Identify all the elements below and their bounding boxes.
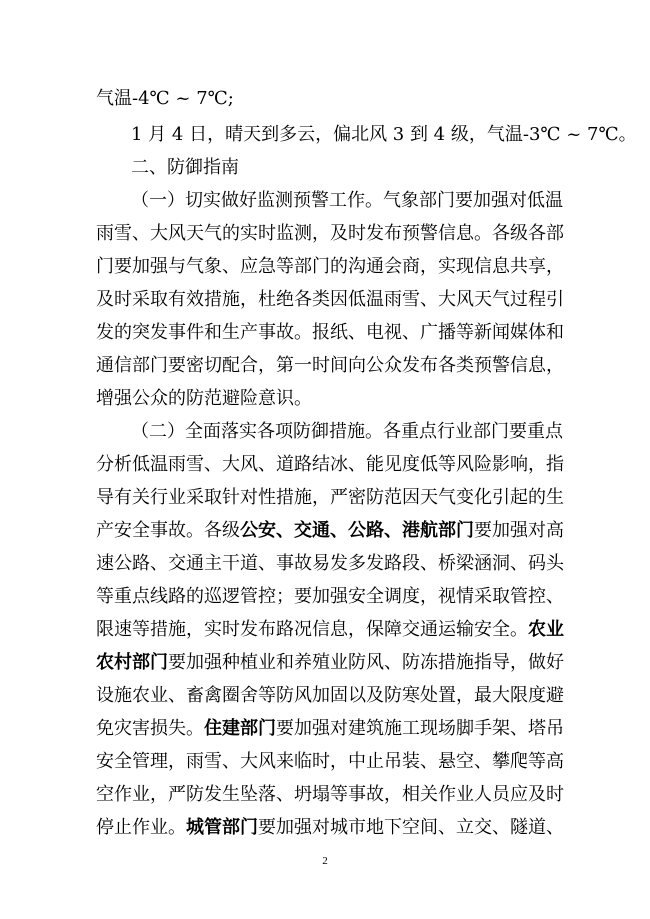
text-line: 通信部门要密切配合，第一时间向公众发布各类预警信息， xyxy=(96,355,564,376)
text-line: 增强公众的防范避险意识。 xyxy=(96,388,312,409)
dept-transport: 交通 xyxy=(294,520,330,541)
text-line: 空作业，严防发生坠落、坍塌等事故，相关作业人员应及时 xyxy=(96,784,564,805)
text-line: 产安全事故。各级公安、交通、公路、港航部门要加强对高 xyxy=(96,520,564,541)
dept-agri: 农业 xyxy=(528,619,564,640)
text: 1 月 4 日，晴天到多云，偏北风 3 到 4 级，气温-3℃ ~ 7℃。 xyxy=(131,124,637,145)
text-line: 及时采取有效措施，杜绝各类因低温雨雪、大风天气过程引 xyxy=(96,289,564,310)
text-line: 农村部门要加强种植业和养殖业防风、防冻措施指导，做好 xyxy=(96,652,564,673)
text-line: 免灾害损失。住建部门要加强对建筑施工现场脚手架、塔吊 xyxy=(96,718,564,739)
paragraph-title: （二）全面落实各项防御措施。 xyxy=(131,421,383,442)
dept-agri-cont: 农村部门 xyxy=(96,652,168,673)
text-line: 发的突发事件和生产事故。报纸、电视、广播等新闻媒体和 xyxy=(96,322,564,343)
section-heading: 二、防御指南 xyxy=(131,157,239,178)
text-line: 停止作业。城管部门要加强对城市地下空间、立交、隧道、 xyxy=(96,817,564,838)
text-line xyxy=(96,86,554,112)
text-line: 速公路、交通主干道、事故易发多发路段、桥梁涵洞、码头 xyxy=(96,553,564,574)
text-line: 雨雪、大风天气的实时监测，及时发布预警信息。各级各部 xyxy=(96,223,564,244)
text-line xyxy=(131,122,637,148)
text: 气温-4℃ ~ 7℃; xyxy=(96,88,234,109)
dept-urban: 城管部门 xyxy=(186,817,258,838)
text-line: 导有关行业采取针对性措施，严密防范因天气变化引起的生 xyxy=(96,487,564,508)
dept-highway: 公路 xyxy=(348,520,384,541)
text-line: 设施农业、畜禽圈舍等防风加固以及防寒处置，最大限度避 xyxy=(96,685,564,706)
text-line: （一）切实做好监测预警工作。气象部门要加强对低温 xyxy=(131,190,563,211)
text-line: 分析低温雨雪、大风、道路结冰、能见度低等风险影响，指 xyxy=(96,454,564,475)
paragraph-title: （一）切实做好监测预警工作。 xyxy=(131,190,383,211)
text-line: （二）全面落实各项防御措施。各重点行业部门要重点 xyxy=(131,421,563,442)
page-number: 2 xyxy=(322,855,328,867)
text-line: 限速等措施，实时发布路况信息，保障交通运输安全。农业 xyxy=(96,619,564,640)
text-line: 等重点线路的巡逻管控；要加强安全调度，视情采取管控、 xyxy=(96,586,564,607)
dept-housing: 住建部门 xyxy=(204,718,276,739)
dept-port: 港航部门 xyxy=(402,520,474,541)
dept-police: 公安 xyxy=(240,520,276,541)
text-line: 安全管理，雨雪、大风来临时，中止吊装、悬空、攀爬等高 xyxy=(96,751,564,772)
text-line: 门要加强与气象、应急等部门的沟通会商，实现信息共享， xyxy=(96,256,564,277)
